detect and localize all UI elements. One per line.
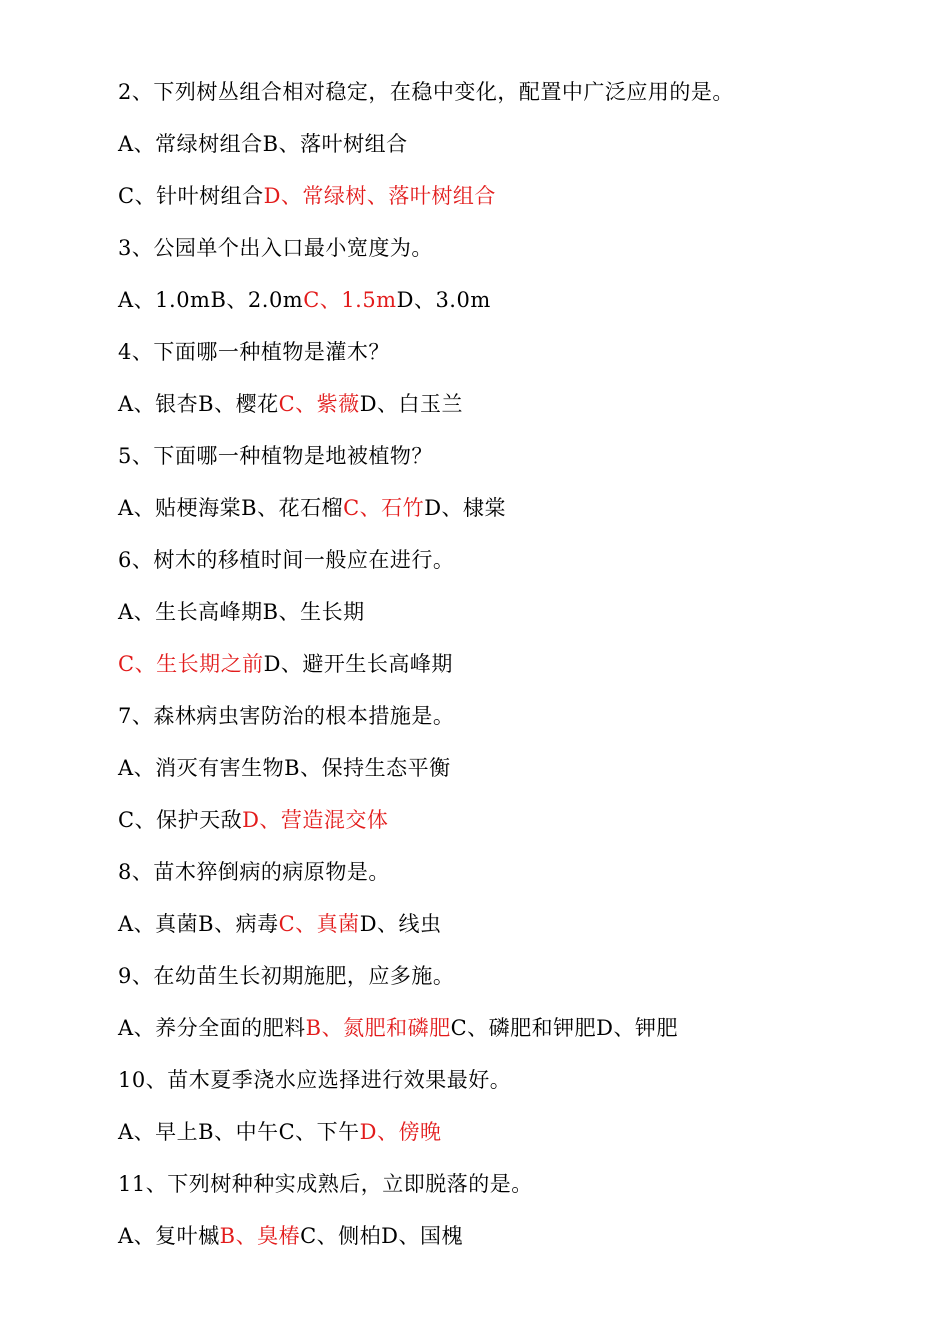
options-line <box>118 592 878 644</box>
question-text: 8、苗木猝倒病的病原物是。 <box>118 860 390 884</box>
option-text: C、磷肥和钾肥D、钾肥 <box>450 1016 679 1040</box>
question-line <box>118 228 878 280</box>
question-line <box>118 852 878 904</box>
options-line <box>118 384 878 436</box>
options-line <box>118 488 878 540</box>
question-line <box>118 540 878 592</box>
options-line <box>118 1216 878 1268</box>
question-text: 7、森林病虫害防治的根本措施是。 <box>118 704 455 728</box>
options-line <box>118 1112 878 1164</box>
option-text: A、贴梗海棠B、花石榴 <box>118 496 344 520</box>
options-line <box>118 904 878 956</box>
question-text: 2、下列树丛组合相对稳定，在稳中变化，配置中广泛应用的是。 <box>118 80 734 104</box>
option-text: C、针叶树组合 <box>118 184 264 208</box>
answer-text: C、生长期之前 <box>118 652 264 676</box>
options-line <box>118 800 878 852</box>
question-line <box>118 72 878 124</box>
question-text: 10、苗木夏季浇水应选择进行效果最好。 <box>118 1068 512 1092</box>
option-text: A、真菌B、病毒 <box>118 912 279 936</box>
question-line <box>118 1164 878 1216</box>
option-text: D、线虫 <box>359 912 442 936</box>
question-line <box>118 332 878 384</box>
question-line <box>118 956 878 1008</box>
option-text: D、白玉兰 <box>359 392 464 416</box>
options-line <box>118 1008 878 1060</box>
option-text: A、养分全面的肥料 <box>118 1016 306 1040</box>
question-line <box>118 696 878 748</box>
question-text: 3、公园单个出入口最小宽度为。 <box>118 236 433 260</box>
answer-text: D、傍晚 <box>359 1120 442 1144</box>
question-text: 6、树木的移植时间一般应在进行。 <box>118 548 455 572</box>
option-text: A、常绿树组合B、落叶树组合 <box>118 132 408 156</box>
options-line <box>118 176 878 228</box>
answer-text: C、紫薇 <box>278 392 360 416</box>
option-text: A、复叶槭 <box>118 1224 220 1248</box>
question-list <box>118 72 878 1268</box>
answer-text: C、1.5m <box>303 288 397 312</box>
options-line <box>118 748 878 800</box>
question-text: 5、下面哪一种植物是地被植物？ <box>118 444 433 468</box>
answer-text: B、氮肥和磷肥 <box>305 1016 451 1040</box>
option-text: D、棣棠 <box>424 496 507 520</box>
option-text: C、保护天敌 <box>118 808 243 832</box>
question-text: 11、下列树种种实成熟后，立即脱落的是。 <box>118 1172 533 1196</box>
option-text: A、生长高峰期B、生长期 <box>118 600 365 624</box>
options-line <box>118 644 878 696</box>
answer-text: D、营造混交体 <box>242 808 389 832</box>
question-line <box>118 436 878 488</box>
options-line <box>118 280 878 332</box>
question-text: 9、在幼苗生长初期施肥，应多施。 <box>118 964 455 988</box>
answer-text: B、臭椿 <box>219 1224 301 1248</box>
option-text: A、消灭有害生物B、保持生态平衡 <box>118 756 451 780</box>
option-text: D、避开生长高峰期 <box>263 652 453 676</box>
options-line <box>118 124 878 176</box>
answer-text: D、常绿树、落叶树组合 <box>263 184 496 208</box>
option-text: A、银杏B、樱花 <box>118 392 279 416</box>
question-text: 4、下面哪一种植物是灌木？ <box>118 340 390 364</box>
option-text: C、侧柏D、国槐 <box>300 1224 464 1248</box>
question-line <box>118 1060 878 1112</box>
answer-text: C、真菌 <box>278 912 360 936</box>
answer-text: C、石竹 <box>343 496 425 520</box>
option-text: D、3.0m <box>396 288 491 312</box>
option-text: A、1.0mB、2.0m <box>118 288 304 312</box>
option-text: A、早上B、中午C、下午 <box>118 1120 360 1144</box>
